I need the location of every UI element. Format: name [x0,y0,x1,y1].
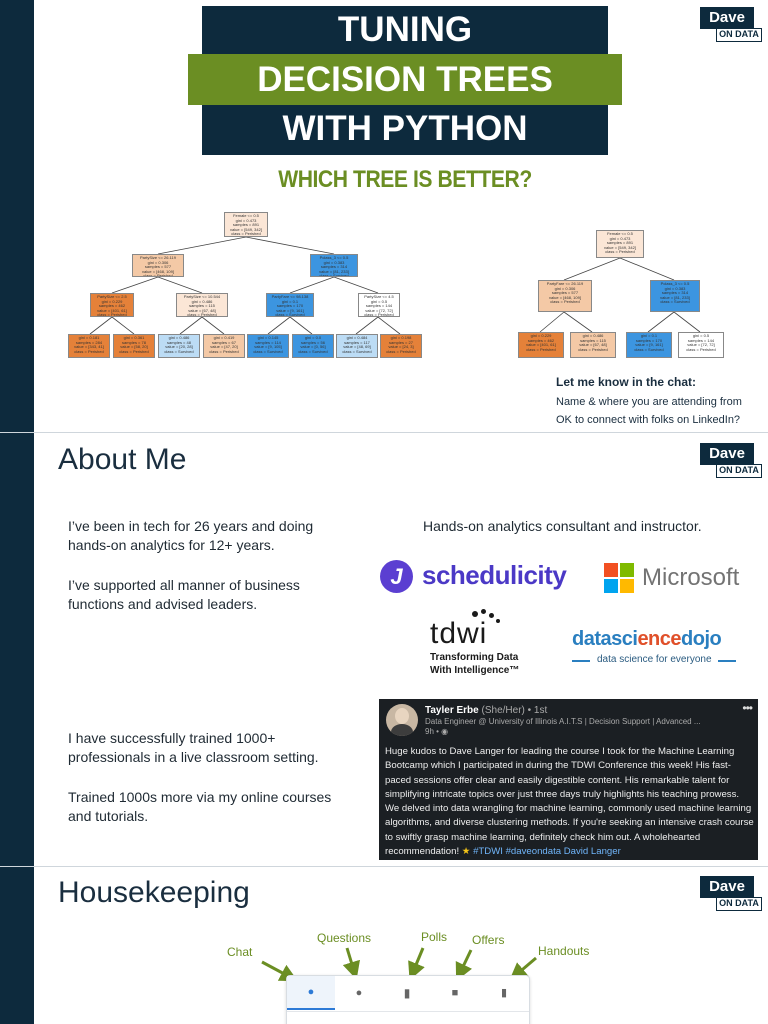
toolbar-divider [287,1011,529,1012]
post-author-name[interactable]: Tayler Erbe [425,705,479,716]
tree-leaf: gini = 0.229 samples = 462 value = [401, 61] class = Perished [518,332,564,358]
tree-leaf: gini = 0.484 samples = 117 value = [48, 69] class = Survived [336,334,378,358]
label-chat: Chat [227,945,253,959]
avatar [386,704,418,736]
tree-node-root: Female <= 0.5 gini = 0.473 samples = 891 value = [549, 342] class = Perished [596,230,644,258]
post-time: 9h • ◉ [425,727,449,736]
tree-node: PartySize <= 2.5 gini = 0.229 samples = 462 value = [401, 61] class = Perished [90,293,134,317]
title-line-3: WITH PYTHON [202,105,608,155]
decision-tree-left [66,210,426,362]
tree-leaf: gini = 0.419 samples = 67 value = [47, 20] class = Perished [203,334,245,358]
tree-leaf: gini = 0.181 samples = 284 value = [343, 41] class = Perished [68,334,110,358]
tree-node: Pclass_3 <= 0.5 gini = 0.383 samples = 314 value = [81, 233] class = Survived [310,254,358,277]
left-bar [0,433,34,866]
about-paragraph-4: Trained 1000s more via my online courses and tutorials. [68,789,332,824]
title-line-2: DECISION TREES [188,54,622,105]
tree-leaf: gini = 0.5 samples = 144 value = [72, 72] class = Perished [678,332,724,358]
decision-tree-right [514,228,726,360]
slide-about-me [0,433,768,866]
handouts-icon: ▮ [500,987,508,999]
tree-node-root: Female <= 0.5 gini = 0.473 samples = 891 value = [549, 342] class = Perished [224,212,268,237]
consultant-caption: Hands-on analytics consultant and instructor. [423,518,702,534]
tree-node: Pclass_3 <= 0.5 gini = 0.383 samples = 314 value = [81, 233] class = Survived [650,280,700,312]
subtitle: WHICH TREE IS BETTER? [278,166,532,193]
left-bar [0,0,34,432]
chat-icon: ● [307,986,315,998]
title-line-1: TUNING [202,6,608,54]
linkedin-testimonial [379,699,758,860]
about-paragraph-2: I’ve supported all manner of business functions and advised leaders. [68,577,300,612]
tab-chat[interactable] [287,976,335,1010]
post-hashtags[interactable]: #TDWI #daveondata David Langer [473,846,621,858]
label-handouts: Handouts [538,944,590,958]
tree-leaf: gini = 0.1 samples = 170 value = [9, 161] class = Survived [626,332,672,358]
chat-prompt-line-1: Name & where you are attending from [556,396,742,408]
offers-icon: ■ [451,987,459,999]
label-offers: Offers [472,933,505,947]
tree-node: PartySize <= 26.119 gini = 0.306 samples = 577 value = [468, 109] class = Perished [132,254,184,277]
page-title: Housekeeping [58,876,250,909]
about-paragraph-3: I have successfully trained 1000+ professionals in a live classroom setting. [68,730,319,765]
questions-icon: ● [355,987,363,999]
tree-leaf: gini = 0.486 samples = 48 value = [20, 28] class = Survived [158,334,200,358]
label-polls: Polls [421,930,448,944]
dave-on-data-logo: Dave ON DATA [700,443,762,483]
chat-prompt-heading: Let me know in the chat: [556,375,697,389]
chat-prompt-line-2: OK to connect with folks on LinkedIn? [556,414,741,426]
tab-offers[interactable] [431,976,479,1010]
more-options-icon[interactable]: ••• [742,701,752,715]
microsoft-icon [604,563,634,593]
globe-icon: ◉ [441,727,449,736]
schedulicity-logo: J schedulicity [380,559,580,595]
datasciencedojo-logo: datasciencedojo data science for everyone [572,628,742,672]
polls-icon: ▮ [403,986,411,1000]
post-body: Huge kudos to Dave Langer for leading the course I took for the Machine Learning Bootcamp which I participated in during the TDWI Conference this week! His fast-paced sessions offer clear and easily digestible content. His remarkable talent for simplifying intricate topics over just three days truly highlights his teaching prowess. We delved into data wrangling for machine learning, commonly used machine learning algorithms, and diverse clustering methods. If you're seeking an intensive crash course to swiftly grasp machine learning, definitely check him out. A wholehearted recommendation! ★ #TDWI #daveondata David Langer [385,746,754,858]
tab-questions[interactable] [335,976,383,1010]
page-title: About Me [58,443,187,476]
tdwi-logo: tdwi Transforming Data With Intelligence™ [430,609,540,679]
tree-leaf: gini = 0.486 samples = 115 value = [67, 48] class = Perished [570,332,616,358]
microsoft-logo: Microsoft [604,563,754,597]
schedulicity-icon: J [380,560,413,593]
tree-node: PartyFare <= 26.119 gini = 0.306 samples = 577 value = [468, 109] class = Perished [538,280,592,312]
tree-leaf: gini = 0.145 samples = 114 value = [9, 105] class = Survived [247,334,289,358]
dave-on-data-logo: Dave ON DATA [700,876,762,916]
webinar-toolbar [286,975,530,1024]
slide-title [0,0,768,432]
post-author-pronoun: (She/Her) • 1st [481,705,548,716]
tab-polls[interactable] [383,976,431,1010]
tree-leaf: gini = 0.0 samples = 56 value = [0, 56] class = Survived [292,334,334,358]
tree-node: PartySize <= 4.5 gini = 0.5 samples = 144 value = [72, 72] class = Perished [358,293,400,317]
tree-node: PartyFare <= 98.138 gini = 0.1 samples = 170 value = [9, 161] class = Survived [266,293,314,317]
tree-leaf: gini = 0.361 samples = 78 value = [58, 20] class = Perished [113,334,155,358]
tree-node: PartySize <= 10.544 gini = 0.486 samples = 115 value = [67, 48] class = Perished [176,293,228,317]
slide-housekeeping [0,867,768,1024]
label-questions: Questions [317,931,372,945]
tab-handouts[interactable] [479,976,529,1010]
tree-leaf: gini = 0.198 samples = 27 value = [24, 3] class = Perished [380,334,422,358]
about-paragraph-1: I’ve been in tech for 26 years and doing hands-on analytics for 12+ years. [68,518,314,553]
star-icon: ★ [461,846,471,858]
dave-on-data-logo: Dave ON DATA [700,7,762,47]
post-author-role: Data Engineer @ University of Illinois A.I.T.S | Decision Support | Advanced ... [425,717,701,726]
